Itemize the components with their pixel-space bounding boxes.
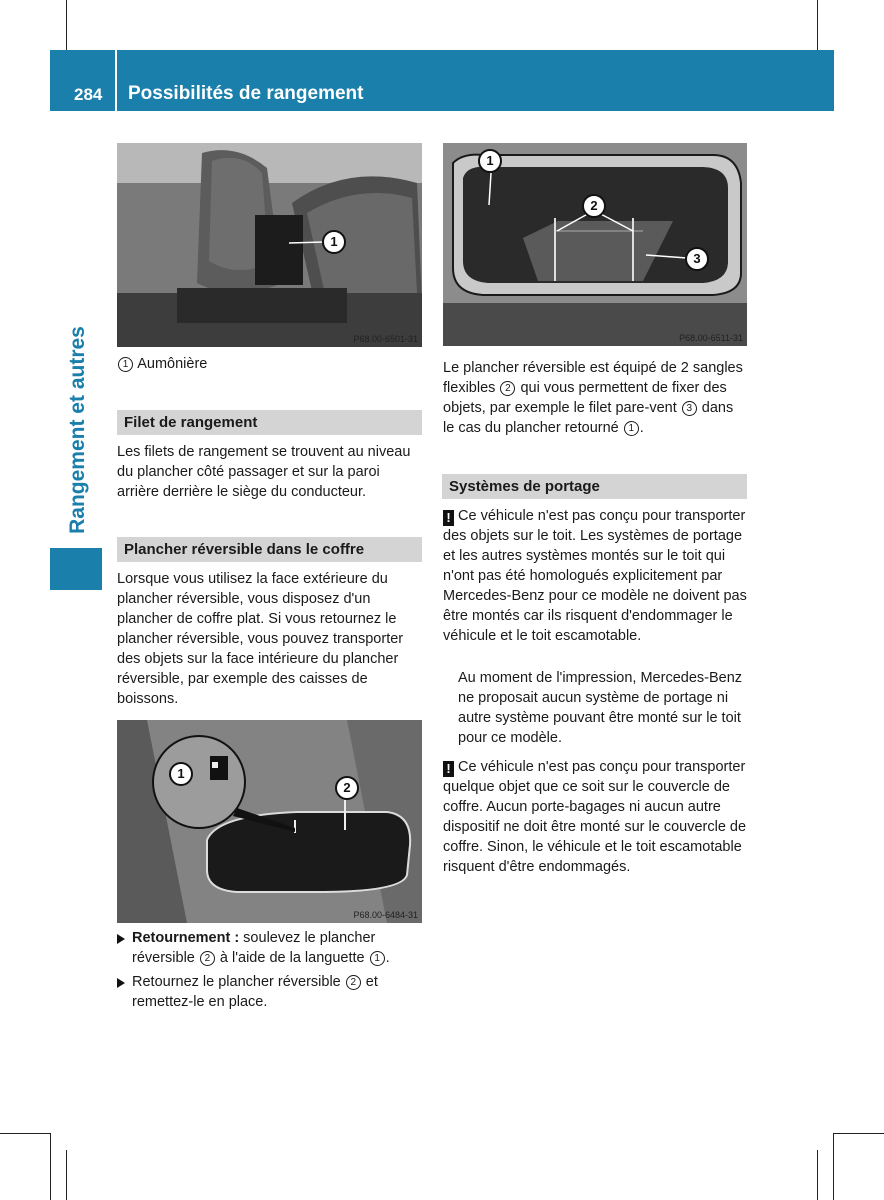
crop-mark [817,0,818,50]
page-number: 284 [74,85,103,104]
figure-code: P68.00-6484-31 [353,910,418,920]
callout-3: 3 [685,247,709,271]
page-header [50,50,834,111]
step-replace: Retournez le plancher réversible 2 et remettez-le en place. [117,972,422,1012]
seat-illustration [117,143,422,347]
section-side-tab [50,548,102,590]
callout-1: 1 [169,762,193,786]
caption-text: Aumônière [137,356,208,372]
crop-mark [817,1150,818,1200]
boot-floor-figure [443,143,747,346]
boot-floor-illustration [443,143,747,346]
step-bullet-icon [117,978,125,988]
plancher-body: Lorsque vous utilisez la face extérieure du plancher réversible, vous disposez d'un plancher de coffre plat. Si vous retournez le plancher réversible, vous pouvez transporter des objets sur la face intérieure du plancher réversible, par exemple des caisses de boissons. [117,571,404,707]
warning-icon: ! [443,761,454,777]
trunk-figure [117,720,422,923]
warning-trunk-lid: ! Ce véhicule n'est pas conçu pour transporter quelque objet que ce soit sur le couvercle de coffre. Aucun porte-bagages ni aucun autre dispositif ne doit être monté sur le couvercle de coffre. Sinon, le véhicule et le toit escamotable risquent d'être endommagés. [443,759,747,875]
crop-mark [834,1133,884,1134]
heading-systemes: Systèmes de portage [442,474,747,499]
crop-mark [833,1133,834,1200]
crop-mark [50,1133,51,1200]
callout-1: 1 [478,149,502,173]
page-title: Possibilités de rangement [128,83,364,104]
header-divider [115,50,117,111]
seat-figure [117,143,422,347]
step-bullet-icon [117,934,125,944]
warning-roof: ! Ce véhicule n'est pas conçu pour transporter des objets sur le toit. Les systèmes de portage et les autres systèmes montés sur le toit qui n'ont pas été homologués explicitement par Mercedes-Benz pour ce modèle ne doivent pas être montés car ils risquent d'endommager le véhicule et le toit escamotable. [443,508,747,644]
step-turn-over: Retournement : soulevez le plancher réversible 2 à l'aide de la languette 1 . [117,928,422,968]
seat-caption [117,354,422,374]
plancher-intro: Le plancher réversible est équipé de 2 sangles flexibles 2 qui vous permettent de fixer des objets, par exemple le filet pare-vent 3 dans le cas du plancher retourné 1 . [443,360,743,436]
figure-code: P68.00-6501-31 [353,334,418,344]
crop-mark [0,1133,50,1134]
callout-1: 1 [322,230,346,254]
crop-mark [66,0,67,50]
callout-2: 2 [582,194,606,218]
section-side-label: Rangement et autres [66,326,89,534]
figure-code: P68.00-6511-31 [679,333,743,343]
print-note: Au moment de l'impression, Mercedes-Benz ne proposait aucun système de portage ni autre système pouvant être monté sur le toit pour ce modèle. [458,670,743,746]
callout-ref: 1 [118,357,133,372]
warning-icon: ! [443,510,454,526]
heading-filet: Filet de rangement [117,410,422,435]
heading-plancher: Plancher réversible dans le coffre [117,537,422,562]
step-bold-label: Retournement : [132,930,240,946]
trunk-illustration [117,720,422,923]
filet-body: Les filets de rangement se trouvent au niveau du plancher côté passager et sur la paroi arrière derrière le siège du conducteur. [117,444,411,500]
crop-mark [66,1150,67,1200]
callout-2: 2 [335,776,359,800]
